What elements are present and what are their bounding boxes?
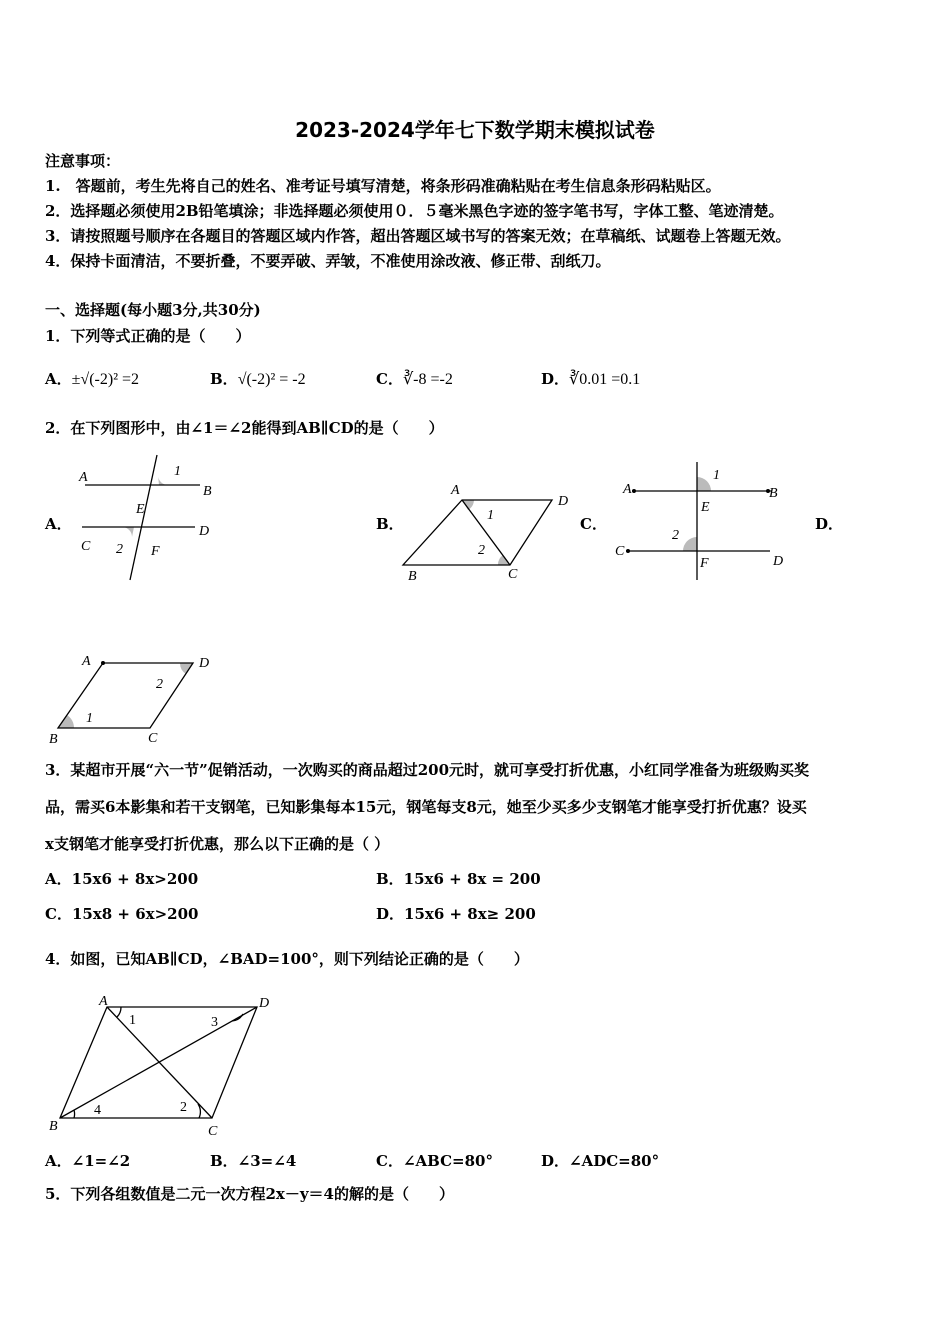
point-label: F: [151, 544, 160, 559]
option-expr: ∛-8 =-2: [402, 371, 453, 388]
q2-option-c: C．: [580, 515, 607, 533]
option-expr: ±√(-2)² =2: [71, 371, 140, 388]
question-1-stem: 1．下列等式正确的是（ ）: [45, 327, 251, 345]
q4-option-c: C．∠ABC=80°: [376, 1152, 493, 1170]
angle-label: 4: [94, 1103, 101, 1118]
point-label: D: [199, 656, 210, 671]
page-title: 2023-2024学年七下数学期末模拟试卷: [295, 118, 655, 142]
point-label: D: [558, 494, 569, 509]
note-item: 2．选择题必须使用2B铅笔填涂；非选择题必须使用０．５毫米黑色字迹的签字笔书写，字体工整、笔迹清楚。: [45, 202, 784, 220]
notes-heading: 注意事项：: [45, 152, 121, 170]
point-label: A: [82, 654, 91, 669]
point-label: B: [49, 1119, 58, 1134]
note-item: 4．保持卡面清洁，不要折叠，不要弄破、弄皱，不准使用涂改液、修正带、刮纸刀。: [45, 252, 611, 270]
point-label: C: [615, 544, 625, 559]
angle-label: 2: [156, 677, 163, 692]
angle-label: 1: [174, 464, 181, 479]
figure-4: [49, 994, 269, 1139]
q4-option-b: B．∠3=∠4: [210, 1152, 297, 1170]
option-expr: ∛0.01 =0.1: [569, 371, 641, 388]
point-label: E: [701, 500, 710, 515]
angle-label: 2: [672, 528, 679, 543]
figure-2b: [403, 483, 568, 584]
question-5-stem: 5．下列各组数值是二元一次方程2x－y＝4的解的是（ ）: [45, 1185, 454, 1203]
angle-label: 1: [487, 508, 494, 523]
point-label: C: [81, 539, 91, 554]
q2-option-b: B．: [376, 515, 404, 533]
note-item: 3．请按照题号顺序在各题目的答题区域内作答，超出答题区域书写的答案无效；在草稿纸、试题卷上答题无效。: [45, 227, 791, 245]
point-label: C: [148, 731, 158, 746]
point-label: B: [49, 732, 58, 747]
point-label: B: [408, 569, 417, 584]
point-label: A: [623, 482, 632, 497]
option-label: C．: [376, 370, 403, 388]
point-label: E: [136, 502, 145, 517]
angle-label: 1: [86, 711, 93, 726]
option-label: B．: [210, 370, 238, 388]
option-expr: √(-2)² = -2: [237, 371, 306, 388]
point-label: D: [773, 554, 784, 569]
q3-option-a: A．15x6 + 8x>200: [45, 870, 199, 888]
option-label: A．: [45, 370, 72, 388]
point-label: B: [203, 484, 212, 499]
angle-label: 2: [180, 1100, 187, 1115]
point-label: A: [99, 994, 108, 1009]
q3-option-d: D．15x6 + 8x≥ 200: [376, 905, 536, 923]
section-heading: 一、选择题(每小题3分,共30分): [45, 301, 261, 319]
angle-label: 3: [211, 1015, 218, 1030]
point-label: C: [508, 567, 518, 582]
q4-option-d: D．∠ADC=80°: [541, 1152, 660, 1170]
figure-2a: [78, 455, 212, 580]
angle-label: 2: [116, 542, 123, 557]
note-item: 1. 答题前，考生先将自己的姓名、准考证号填写清楚，将条形码准确粘贴在考生信息条形码粘贴区。: [45, 177, 721, 195]
angle-label: 1: [713, 468, 720, 483]
question-3-line: 品，需买6本影集和若干支钢笔，已知影集每本15元，钢笔每支8元，她至少买多少支钢笔才能享受打折优惠？设买: [45, 798, 807, 816]
question-3-line: x支钢笔才能享受打折优惠，那么以下正确的是（ ）: [45, 835, 390, 853]
question-2-stem: 2．在下列图形中，由∠1＝∠2能得到AB∥CD的是（ ）: [45, 419, 444, 437]
figure-2c: [615, 462, 783, 580]
angle-label: 2: [478, 543, 485, 558]
q2-option-a: A．: [45, 515, 72, 533]
q4-option-a: A．∠1=∠2: [45, 1152, 131, 1170]
point-label: C: [208, 1124, 218, 1139]
point-label: D: [199, 524, 210, 539]
point-label: B: [769, 486, 778, 501]
option-label: D．: [541, 370, 570, 388]
point-label: D: [259, 996, 270, 1011]
q3-option-b: B．15x6 + 8x = 200: [376, 870, 541, 888]
angle-label: 1: [129, 1013, 136, 1028]
q3-option-c: C．15x8 + 6x>200: [45, 905, 199, 923]
question-4-stem: 4．如图，已知AB∥CD，∠BAD=100°，则下列结论正确的是（ ）: [45, 950, 529, 968]
point-label: F: [700, 556, 709, 571]
figure-2d: [49, 654, 209, 747]
point-label: A: [79, 470, 88, 485]
point-label: A: [451, 483, 460, 498]
question-3-line: 3．某超市开展“六一节”促销活动，一次购买的商品超过200元时，就可享受打折优惠，小红同学准备为班级购买奖: [45, 761, 810, 779]
q2-option-d: D．: [815, 515, 844, 533]
